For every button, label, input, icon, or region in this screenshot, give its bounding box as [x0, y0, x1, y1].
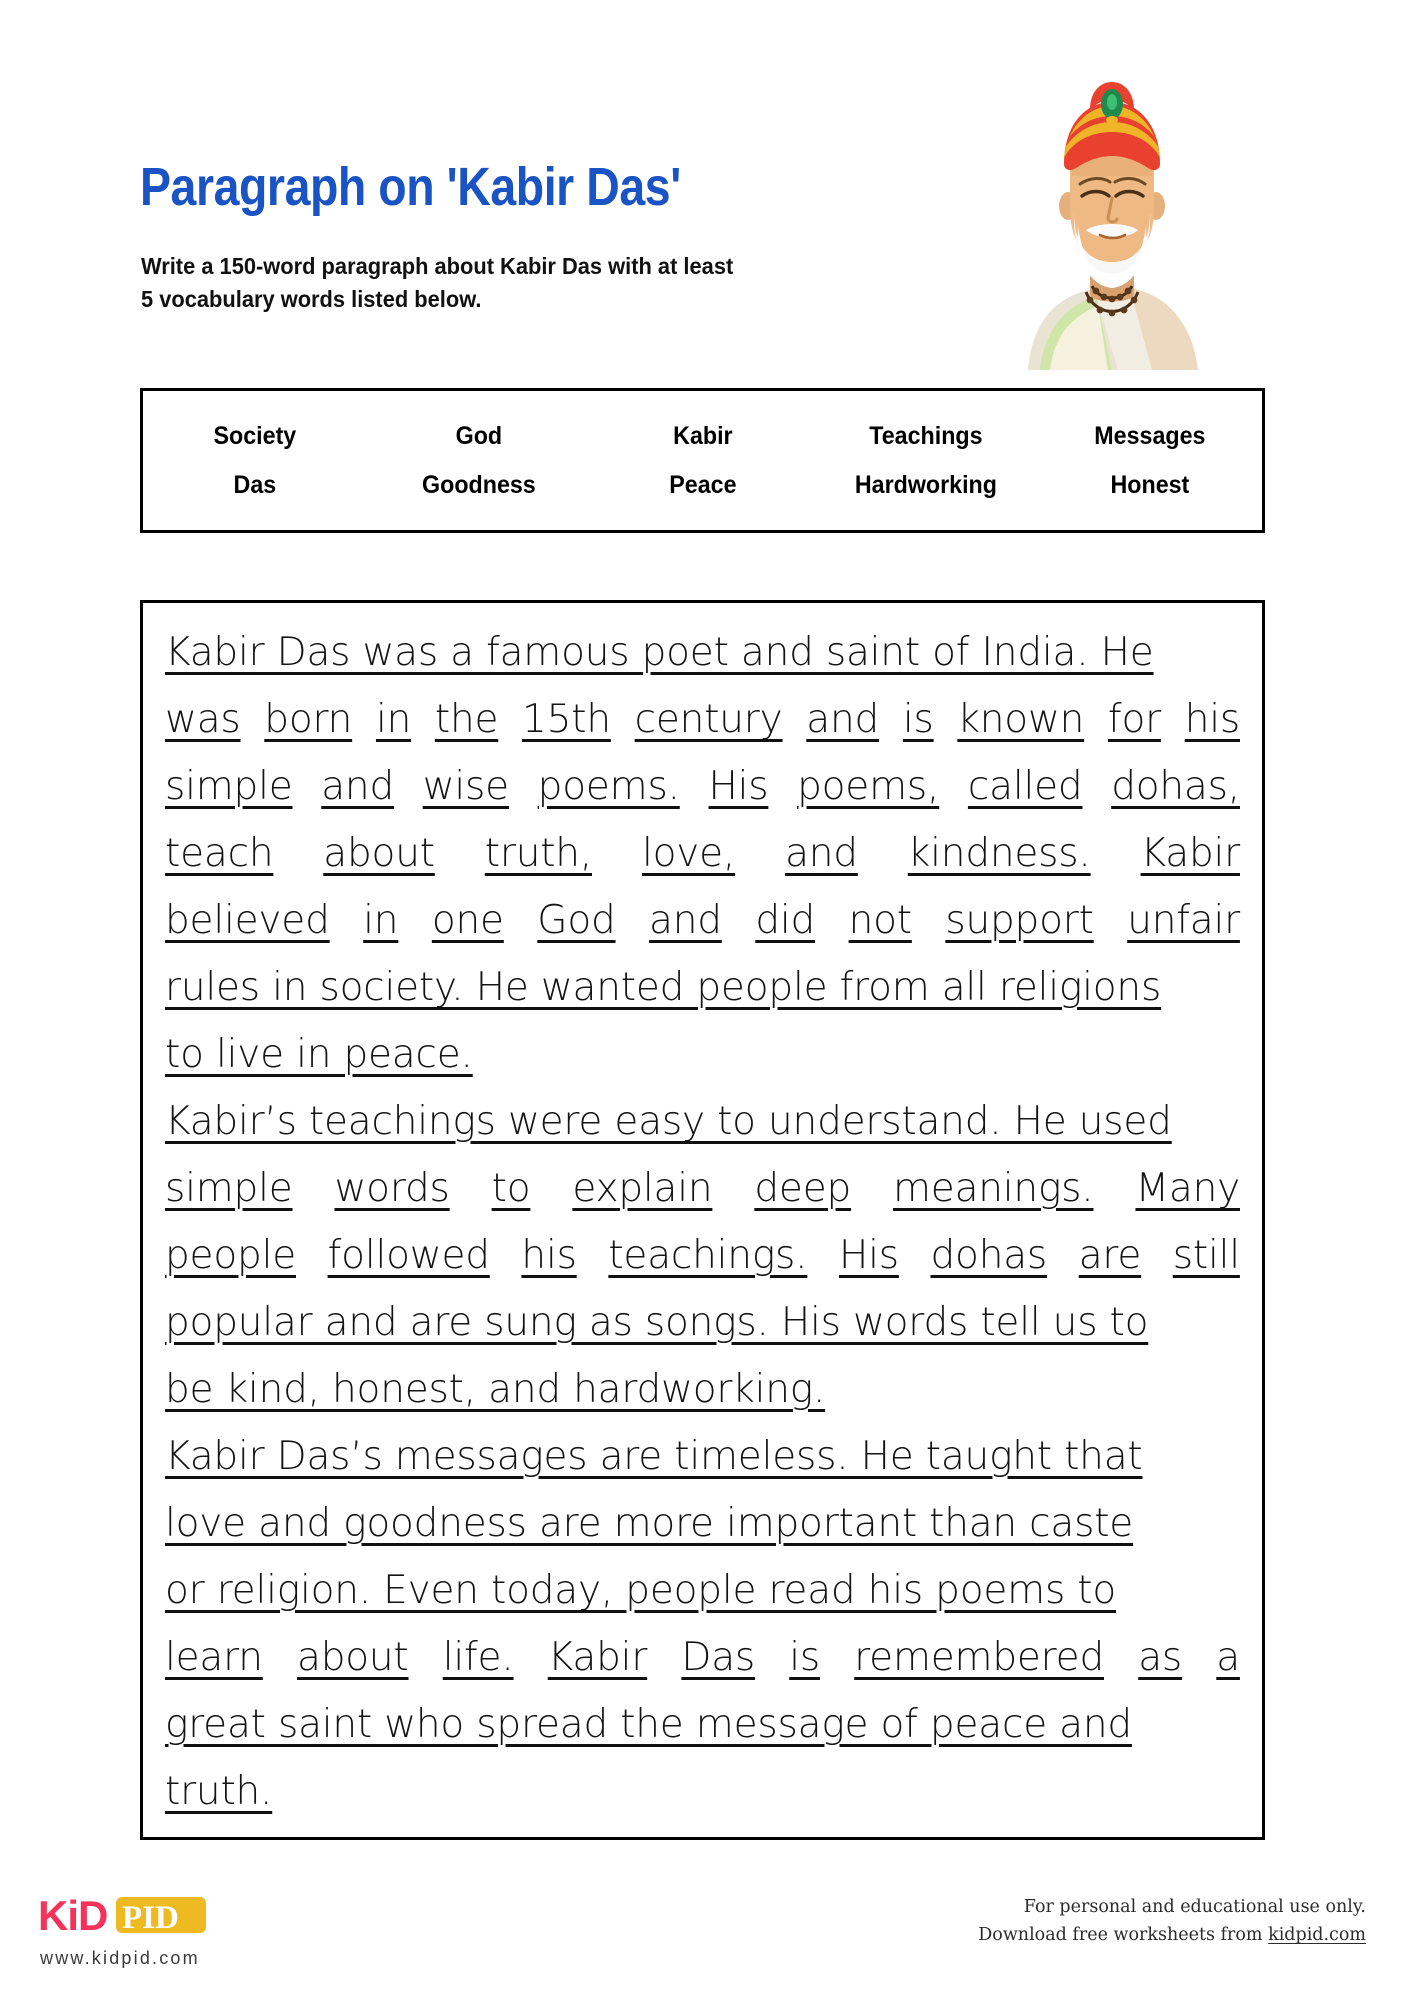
- answer-text: support: [945, 898, 1094, 943]
- answer-text: about: [323, 831, 435, 876]
- vocabulary-word: Society: [213, 421, 297, 450]
- answer-line: [165, 753, 1240, 820]
- answer-text: deep: [754, 1166, 852, 1211]
- answer-text: Many: [1135, 1166, 1240, 1211]
- answer-text: are: [1078, 1233, 1142, 1278]
- answer-text: truth,: [484, 831, 593, 876]
- answer-line: [165, 1557, 1240, 1624]
- vocabulary-word: Messages: [1094, 421, 1206, 450]
- instructions-line-1: Write a 150-word paragraph about Kabir Das with at least: [141, 253, 734, 279]
- answer-text: in: [363, 898, 399, 943]
- answer-line: [165, 1289, 1240, 1356]
- answer-text: about: [297, 1635, 409, 1680]
- answer-line: [165, 887, 1240, 954]
- answer-text: still: [1172, 1233, 1240, 1278]
- answer-text: God: [537, 898, 616, 943]
- answer-line: [165, 1490, 1240, 1557]
- answer-text: to: [491, 1166, 531, 1211]
- kabir-das-illustration: [1020, 80, 1205, 370]
- answer-line: [165, 954, 1240, 1021]
- page-title: Paragraph on 'Kabir Das': [140, 157, 681, 217]
- answer-line: [165, 1624, 1240, 1691]
- answer-text: is: [789, 1635, 820, 1680]
- answer-line: [165, 619, 1240, 686]
- answer-text: for: [1107, 697, 1161, 742]
- answer-text: is: [902, 697, 934, 742]
- answer-text: poems,: [797, 764, 940, 809]
- answer-text: to live in peace.: [165, 1032, 473, 1077]
- answer-text: wise: [422, 764, 509, 809]
- answer-text: simple: [165, 764, 293, 809]
- answer-text: rules in society. He wanted people from all religions: [165, 965, 1162, 1010]
- answer-text: followed: [327, 1233, 490, 1278]
- vocabulary-word: Hardworking: [855, 470, 998, 499]
- answer-text: Kabir: [547, 1635, 648, 1680]
- vocabulary-word: Goodness: [421, 470, 536, 499]
- answer-text: remembered: [854, 1635, 1105, 1680]
- answer-text: was: [165, 697, 241, 742]
- answer-text: learn: [165, 1635, 263, 1680]
- vocabulary-word: Kabir: [672, 421, 733, 450]
- vocabulary-word: Honest: [1110, 470, 1190, 499]
- footer-notice: [936, 1893, 1366, 1950]
- answer-text: or religion. Even today, people read his poems to: [165, 1568, 1117, 1613]
- answer-text: teachings.: [608, 1233, 808, 1278]
- answer-text: in: [375, 697, 412, 742]
- answer-line: [165, 1691, 1240, 1758]
- vocabulary-word: God: [455, 421, 502, 450]
- answer-text: words: [334, 1166, 450, 1211]
- page-instructions: [141, 250, 913, 317]
- instructions-line-2: 5 vocabulary words listed below.: [141, 286, 482, 313]
- kidpid-domain-link[interactable]: kidpid.com: [1268, 1925, 1366, 1946]
- answer-text: called: [967, 764, 1083, 809]
- answer-line: [165, 1758, 1240, 1825]
- answer-box[interactable]: [140, 600, 1265, 1840]
- answer-text: poems.: [537, 764, 680, 809]
- answer-text: people: [165, 1233, 296, 1278]
- answer-line: [165, 1356, 1240, 1423]
- answer-text: Kabir Das’s messages are timeless. He taught that: [165, 1434, 1143, 1479]
- kidpid-logo: [38, 1890, 208, 1938]
- answer-text: as: [1138, 1635, 1183, 1680]
- answer-text: born: [264, 697, 353, 742]
- answer-text: believed: [165, 898, 330, 943]
- answer-text: Das: [681, 1635, 756, 1680]
- answer-text: century: [634, 697, 783, 742]
- answer-text: his: [521, 1233, 577, 1278]
- answer-text: truth.: [165, 1769, 273, 1814]
- vocabulary-word: Das: [233, 470, 277, 499]
- answer-text: Kabir Das was a famous poet and saint of India. He: [165, 630, 1154, 675]
- answer-text: His: [838, 1233, 899, 1278]
- answer-text: dohas,: [1111, 764, 1240, 809]
- vocabulary-word: Teachings: [869, 421, 983, 450]
- answer-line: [165, 1088, 1240, 1155]
- answer-paragraph: [165, 619, 1240, 1825]
- answer-text: dohas: [930, 1233, 1048, 1278]
- kidpid-url: www.kidpid.com: [40, 1948, 200, 1968]
- answer-text: 15th: [522, 697, 611, 742]
- answer-text: life.: [442, 1635, 514, 1680]
- answer-text: and: [649, 898, 722, 943]
- answer-text: Kabir’s teachings were easy to understand. He used: [165, 1099, 1172, 1144]
- answer-line: [165, 820, 1240, 887]
- answer-text: meanings.: [893, 1166, 1094, 1211]
- svg-text:KiD: KiD: [38, 1892, 108, 1938]
- footer-notice-line-2: [936, 1921, 1366, 1949]
- answer-text: simple: [165, 1166, 293, 1211]
- vocabulary-row-2: [143, 471, 1262, 500]
- answer-text: his: [1184, 697, 1240, 742]
- answer-text: popular and are sung as songs. His words tell us to: [165, 1300, 1149, 1345]
- vocabulary-box: [140, 388, 1265, 533]
- answer-text: not: [848, 898, 912, 943]
- answer-text: unfair: [1127, 898, 1240, 943]
- vocabulary-word: Peace: [668, 470, 737, 499]
- vocabulary-row-1: [143, 422, 1262, 451]
- answer-text: explain: [572, 1166, 713, 1211]
- answer-line: [165, 1423, 1240, 1490]
- answer-text: love,: [641, 831, 736, 876]
- answer-line: [165, 1021, 1240, 1088]
- answer-text: kindness.: [907, 831, 1091, 876]
- footer-notice-prefix: Download free worksheets from: [978, 1925, 1269, 1946]
- answer-line: [165, 1155, 1240, 1222]
- answer-text: a: [1216, 1635, 1240, 1680]
- answer-text: did: [755, 898, 816, 943]
- answer-text: love and goodness are more important than caste: [165, 1501, 1134, 1546]
- answer-text: and: [806, 697, 880, 742]
- answer-text: one: [431, 898, 504, 943]
- answer-line: [165, 1222, 1240, 1289]
- svg-text:PID: PID: [122, 1900, 179, 1936]
- answer-text: teach: [165, 831, 274, 876]
- answer-text: Kabir: [1140, 831, 1240, 876]
- answer-text: His: [708, 764, 769, 809]
- answer-text: and: [321, 764, 395, 809]
- answer-text: the: [434, 697, 499, 742]
- answer-text: great saint who spread the message of peace and: [165, 1702, 1132, 1747]
- footer-notice-line-1: For personal and educational use only.: [1023, 1897, 1366, 1917]
- answer-text: known: [957, 697, 1085, 742]
- answer-text: and: [785, 831, 858, 876]
- answer-line: [165, 686, 1240, 753]
- answer-text: be kind, honest, and hardworking.: [165, 1367, 826, 1412]
